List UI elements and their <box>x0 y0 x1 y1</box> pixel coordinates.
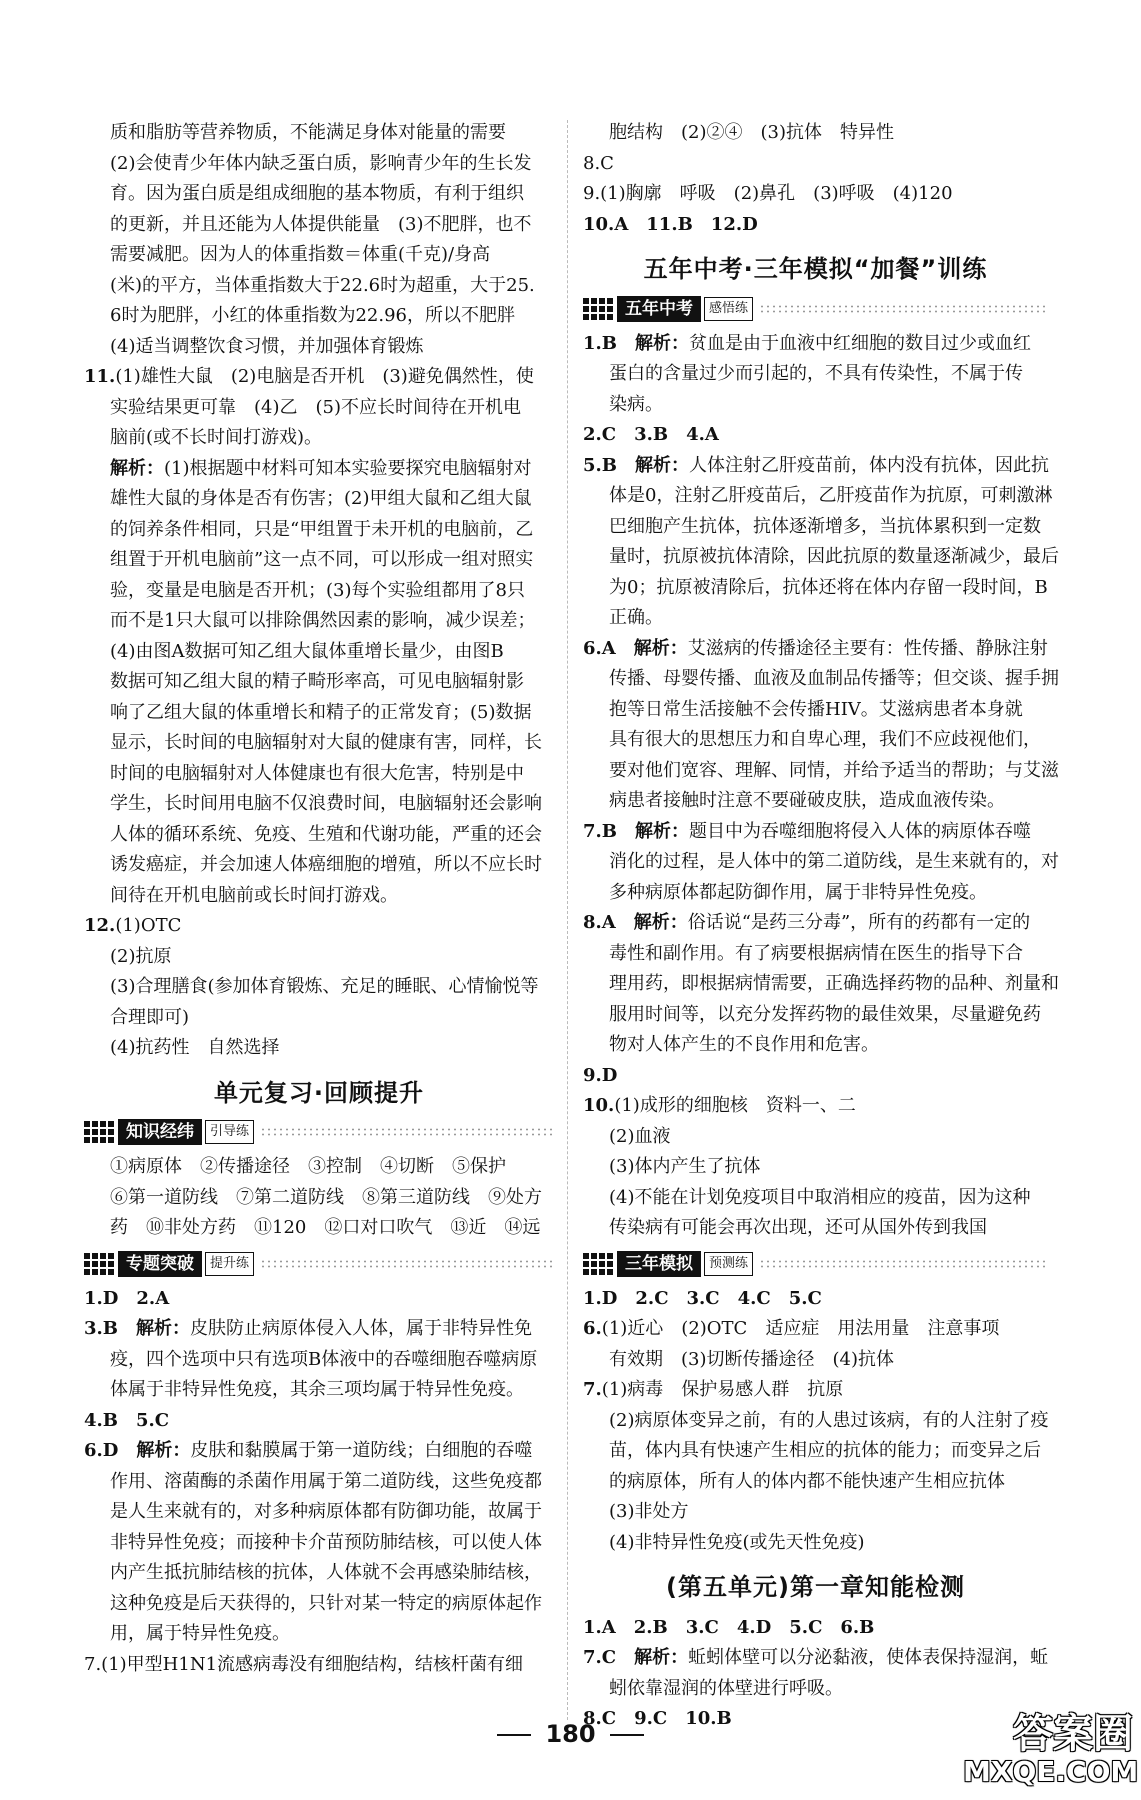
section-heading-extra-training: 五年中考·三年模拟“加餐”训练 <box>643 255 988 283</box>
text-line: (4)抗药性 自然选择 <box>110 1037 280 1058</box>
text-line: 量时，抗原被抗体清除，因此抗原的数量逐渐减少，最后 <box>609 546 1059 567</box>
text-line: 传播、母婴传播、血液及血制品传播等；但交谈、握手拥 <box>609 668 1059 689</box>
answer-6 <box>84 1436 554 1650</box>
answer-line: 9.(1)胸廓 呼吸 (2)鼻孔 (3)呼吸 (4)120 <box>583 183 953 204</box>
text-line: 雄性大鼠的身体是否有伤害；(2)甲组大鼠和乙组大鼠 <box>110 488 532 509</box>
answer-6b <box>583 1314 1048 1375</box>
banner-subtitle: 预测练 <box>704 1252 753 1276</box>
banner-title: 专题突破 <box>118 1251 202 1277</box>
question-number: 5.B <box>583 454 636 476</box>
text-line: 体是0，注射乙肝疫苗后，乙肝疫苗作为抗原，可刺激淋 <box>609 485 1053 506</box>
answer-line: (1)病毒 保护易感人群 抗原 <box>601 1379 844 1400</box>
analysis-line: 俗话说“是药三分毒”，所有的药都有一定的 <box>687 912 1031 933</box>
answer-line: (1)成形的细胞核 资料一、二 <box>614 1095 856 1116</box>
text-line: (4)非特异性免疫(或先天性免疫) <box>609 1531 865 1553</box>
analysis-label: 解析： <box>633 912 688 933</box>
text-line: 间待在开机电脑前或长时间打游戏。 <box>110 884 398 906</box>
page-number-text: 180 <box>545 1720 596 1748</box>
banner-subtitle: 引导练 <box>205 1120 254 1144</box>
banner-three-year <box>583 1250 1048 1278</box>
text-line: 药 ⑩非处方药 ⑪120 ⑫口对口吹气 ⑬近 ⑭远 <box>110 1217 541 1238</box>
banner-rule <box>260 1259 554 1269</box>
text-line: (3)体内产生了抗体 <box>609 1156 761 1177</box>
text-line: 组置于开机电脑前”这一点不同，可以形成一组对照实 <box>110 549 534 570</box>
answer-line: (1)近心 (2)OTC 适应症 用法用量 注意事项 <box>601 1318 1000 1339</box>
banner-title: 三年模拟 <box>617 1251 701 1277</box>
question-number: 7.C <box>583 1647 635 1668</box>
question-number: 3.B <box>84 1318 137 1339</box>
intro-block <box>84 118 554 362</box>
text-line: 质和脂肪等营养物质，不能满足身体对能量的需要 <box>110 122 506 143</box>
column-divider <box>567 120 568 1720</box>
text-line: 6时为肥胖，小红的体重指数为22.96，所以不肥胖 <box>110 305 515 326</box>
text-line: 蛋白的含量过少而引起的，不具有传染性，不属于传 <box>609 363 1023 384</box>
analysis-line: 艾滋病的传播途径主要有：性传播、静脉注射 <box>687 637 1048 659</box>
answer-line: 实验结果更可靠 (4)乙 (5)不应长时间待在开机电 <box>110 396 521 418</box>
text-line: 染病。 <box>609 393 663 415</box>
text-line: 非特异性免疫；而接种卡介苗预防肺结核，可以使人体 <box>110 1531 542 1553</box>
banner-title: 知识经纬 <box>118 1119 202 1145</box>
text-line: 作用、溶菌酶的杀菌作用属于第二道防线，这些免疫都 <box>110 1470 542 1492</box>
text-line: (3)合理膳食(参加体育锻炼、充足的睡眠、心情愉悦等 <box>110 976 539 997</box>
banner-five-year <box>583 295 1048 323</box>
analysis-label: 解析： <box>635 820 690 842</box>
dots-icon <box>84 1121 114 1143</box>
banner-knowledge <box>84 1118 554 1146</box>
banner-rule <box>759 304 1048 314</box>
analysis-line: 贫血是由于血液中红细胞的数目过少或血红 <box>689 332 1032 354</box>
text-line: 的更新，并且还能为人体提供能量 (3)不肥胖，也不 <box>110 213 532 235</box>
text-line: (2)会使青少年体内缺乏蛋白质，影响青少年的生长发 <box>110 152 532 174</box>
answer-line: (1)OTC <box>115 915 182 936</box>
question-number: 11. <box>84 366 116 387</box>
analysis-line: 人体注射乙肝疫苗前，体内没有抗体，因此抗 <box>689 454 1050 476</box>
text-line: 病患者接触时注意不要碰破皮肤，造成血液传染。 <box>609 790 1005 811</box>
question-number: 6. <box>583 1318 602 1339</box>
dots-icon <box>84 1253 114 1275</box>
answer-line: 1.D 2.A <box>84 1287 170 1309</box>
right-column <box>583 118 1059 1735</box>
text-line: 育。因为蛋白质是组成细胞的基本物质，有利于组织 <box>110 183 524 204</box>
watermark-logo <box>963 1711 1139 1794</box>
text-line: 服用时间等，以充分发挥药物的最佳效果，尽量避免药 <box>609 1003 1041 1025</box>
text-line: ①病原体 ②传播途径 ③控制 ④切断 ⑤保护 <box>110 1156 506 1177</box>
answer-r5 <box>583 451 1059 634</box>
text-line: 显示，长时间的电脑辐射对大鼠的健康有害，同样，长 <box>110 732 542 753</box>
text-line: 巴细胞产生抗体，抗体逐渐增多，当抗体累积到一定数 <box>609 515 1041 537</box>
answer-12 <box>84 911 554 1064</box>
banner-rule <box>260 1127 554 1137</box>
text-line: 蚓依靠湿润的体壁进行呼吸。 <box>609 1677 843 1699</box>
text-line: 苗，体内具有快速产生相应的抗体的能力；而变异之后 <box>609 1440 1041 1461</box>
dots-icon <box>583 298 613 320</box>
banner-subtitle: 感悟练 <box>704 297 753 321</box>
text-line: 需要减肥。因为人的体重指数＝体重(千克)/身高 <box>110 244 491 265</box>
text-line: 具有很大的思想压力和自卑心理，我们不应歧视他们， <box>609 729 1041 750</box>
text-line: 数据可知乙组大鼠的精子畸形率高，可见电脑辐射影 <box>110 671 524 692</box>
text-line: (4)适当调整饮食习惯，并加强体育锻炼 <box>110 335 424 357</box>
answer-10 <box>583 1091 1048 1244</box>
answer-7b <box>583 1375 1048 1558</box>
text-line: 消化的过程，是人体中的第二道防线，是生来就有的，对 <box>609 851 1059 872</box>
text-line: 的病原体，所有人的体内都不能快速产生相应抗体 <box>609 1470 1005 1492</box>
text-line: 这种免疫是后天获得的，只针对某一特定的病原体起作 <box>110 1592 542 1614</box>
text-line: ⑥第一道防线 ⑦第二道防线 ⑧第三道防线 ⑨处方 <box>110 1186 542 1208</box>
text-line: 有效期 (3)切断传播途径 (4)抗体 <box>609 1348 894 1370</box>
banner-special <box>84 1250 554 1278</box>
text-line: 响了乙组大鼠的体重增长和精子的正常发育；(5)数据 <box>110 701 532 723</box>
banner-title: 五年中考 <box>617 296 701 322</box>
text-line: 毒性和副作用。有了病要根据病情在医生的指导下合 <box>609 942 1023 964</box>
text-line: 的饲养条件相同，只是“甲组置于未开机的电脑前，乙 <box>110 518 534 540</box>
analysis-label: 解析： <box>136 1440 191 1461</box>
text-line: (米)的平方，当体重指数大于22.6时为超重，大于25. <box>110 274 535 296</box>
answer-line: (1)雄性大鼠 (2)电脑是否开机 (3)避免偶然性，使 <box>115 366 534 387</box>
text-line: 要对他们宽容、理解、同情，并给予适当的帮助；与艾滋 <box>609 759 1059 781</box>
text-line: 时间的电脑辐射对人体健康也有很大危害，特别是中 <box>110 762 524 784</box>
answer-11 <box>84 362 554 911</box>
text-line: 内产生抵抗肺结核的抗体，人体就不会再感染肺结核， <box>110 1562 542 1583</box>
text-line: 而不是1只大鼠可以排除偶然因素的影响，减少误差； <box>110 610 536 631</box>
text-line: 验，变量是电脑是否开机；(3)每个实验组都用了8只 <box>110 579 525 601</box>
text-line: 疫，四个选项中只有选项B体液中的吞噬细胞吞噬病原 <box>110 1348 538 1370</box>
analysis-label: 解析： <box>633 637 688 659</box>
answer-line: 4.B 5.C <box>84 1409 170 1431</box>
text-line: 传染病有可能会再次出现，还可从国外传到我国 <box>609 1217 987 1238</box>
text-line: 人体的循环系统、免疫、生殖和代谢功能，严重的还会 <box>110 823 542 845</box>
section-heading-chapter-test: (第五单元)第一章知能检测 <box>666 1573 965 1601</box>
text-line: 合理即可) <box>110 1006 190 1028</box>
answer-r7 <box>583 817 1059 909</box>
answer-line: 8.C <box>583 152 614 174</box>
answer-line: 1.A 2.B 3.C 4.D 5.C 6.B <box>583 1616 875 1638</box>
analysis-label: 解析： <box>634 1647 689 1668</box>
answer-line: 脑前(或不长时间打游戏)。 <box>110 427 323 448</box>
answer-line: 9.D <box>583 1064 618 1086</box>
section-heading-review: 单元复习·回顾提升 <box>213 1078 425 1107</box>
text-line: 为0；抗原被清除后，抗体还将在体内存留一段时间，B <box>609 576 1048 598</box>
text-line: (4)由图A数据可知乙组大鼠体重增长量少，由图B <box>110 640 504 662</box>
text-line: (2)血液 <box>609 1125 671 1147</box>
text-line: 多种病原体都起防御作用，属于非特异性免疫。 <box>609 881 987 903</box>
answer-7: 7.(1)甲型H1N1流感病毒没有细胞结构，结核杆菌有细 <box>84 1653 524 1675</box>
dots-icon <box>583 1253 613 1275</box>
text-line: 理用药，即根据病情需要，正确选择药物的品种、剂量和 <box>609 973 1059 994</box>
question-number: 10. <box>583 1095 615 1116</box>
question-number: 7. <box>583 1379 602 1400</box>
question-number: 6.A <box>583 637 634 659</box>
text-line: 诱发癌症，并会加速人体癌细胞的增殖，所以不应长时 <box>110 854 542 875</box>
text-line: 物对人体产生的不良作用和危害。 <box>609 1034 879 1055</box>
answer-line: 10.A 11.B 12.D <box>583 213 758 235</box>
answer-line: 胞结构 (2)②④ (3)抗体 特异性 <box>609 122 894 143</box>
left-column <box>84 118 554 1680</box>
text-line: 是人生来就有的，对多种病原体都有防御功能，故属于 <box>110 1501 542 1522</box>
question-number: 12. <box>84 915 116 936</box>
analysis-line: 题目中为吞噬细胞将侵入人体的病原体吞噬 <box>689 820 1032 842</box>
watermark-bottom: MXQE.COM <box>963 1755 1139 1788</box>
knowledge-list <box>84 1152 554 1244</box>
answer-3 <box>84 1314 554 1406</box>
question-number: 1.B <box>583 332 636 354</box>
analysis-line: 蚯蚓体壁可以分泌黏液，使体表保持湿润，蚯 <box>688 1647 1049 1668</box>
answer-line: 8.C 9.C 10.B <box>583 1708 732 1729</box>
text-line: (2)抗原 <box>110 945 172 967</box>
answer-line: 1.D 2.C 3.C 4.C 5.C <box>583 1287 822 1309</box>
question-number: 8.A <box>583 912 634 933</box>
answer-7c <box>583 1643 1048 1704</box>
answer-r8 <box>583 908 1059 1061</box>
question-number: 7.B <box>583 820 636 842</box>
answer-line: 2.C 3.B 4.A <box>583 424 719 445</box>
text-line: (4)不能在计划免疫项目中取消相应的疫苗，因为这种 <box>609 1186 1031 1208</box>
analysis-label: 解析： <box>136 1318 191 1339</box>
text-line: (3)非处方 <box>609 1501 689 1522</box>
text-line: 体属于非特异性免疫，其余三项均属于特异性免疫。 <box>110 1379 524 1400</box>
watermark-top: 答案圈 <box>1013 1711 1133 1757</box>
question-number: 6.D <box>84 1440 137 1461</box>
text-line: 正确。 <box>609 607 663 628</box>
analysis-line: 皮肤防止病原体侵入人体，属于非特异性免 <box>190 1318 533 1339</box>
answer-r6 <box>583 634 1059 817</box>
analysis-line: 皮肤和黏膜属于第一道防线；白细胞的吞噬 <box>190 1440 533 1461</box>
text-line: 学生，长时间用电脑不仅浪费时间，电脑辐射还会影响 <box>110 793 542 814</box>
banner-subtitle: 提升练 <box>205 1252 254 1276</box>
answer-r1 <box>583 329 1048 421</box>
text-line: (2)病原体变异之前，有的人患过该病，有的人注射了疫 <box>609 1409 1049 1431</box>
text-line: 抱等日常生活接触不会传播HIV。艾滋病患者本身就 <box>609 698 1023 720</box>
analysis-label: 解析： <box>635 332 690 354</box>
text-line: 用，属于特异性免疫。 <box>110 1623 290 1644</box>
analysis-label: 解析： <box>110 457 164 479</box>
analysis-label: 解析： <box>635 454 690 476</box>
analysis-line: (1)根据题中材料可知本实验要探究电脑辐射对 <box>164 457 532 479</box>
banner-rule <box>759 1259 1048 1269</box>
